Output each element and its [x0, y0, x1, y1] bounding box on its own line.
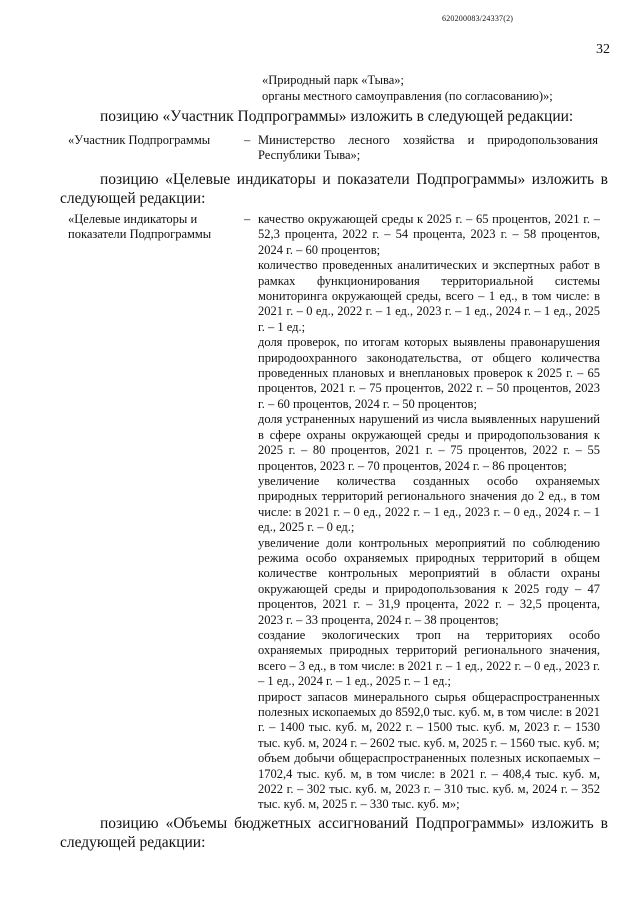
participant-value: Министерство лесного хозяйства и природопользования Республики Тыва»; [258, 133, 598, 163]
indicator-item: доля проверок, по итогам которых выявлены правонарушения природоохранного законодательства, от общего количества проведенных плановых и внеплановых проверок к 2025 г. – 65 процентов, 2021 г. – 75 процентов, 2022 г. – 50 процентов, 2023 г. – 60 процентов, 2024 г. – 50 процентов; [258, 335, 600, 411]
paragraph-budget: позицию «Объемы бюджетных ассигнований Подпрограммы» изложить в следующей редакции: [60, 815, 608, 851]
continuation-block [262, 72, 622, 104]
indicator-item: прирост запасов минерального сырья общераспространенных полезных ископаемых до 8592,0 тыс. куб. м, в том числе: в 2021 г. – 1400 тыс. куб. м, 2022 г. – 1500 тыс. куб. м, 2023 г. – 1530 тыс. куб. м, 2024 г. – 2602 тыс. куб. м, 2025 г. – 1560 тыс. куб. м; [258, 689, 600, 750]
indicator-item: доля устраненных нарушений из числа выявленных нарушений в сфере охраны окружающей среды и природопользования к 2025 г. – 80 процентов, 2021 г. – 75 процентов, 2022 г. – 55 процентов, 2023 г. – 70 процентов, 2024 г. – 86 процентов; [258, 412, 600, 473]
indicators-label-line: показатели Подпрограммы [68, 227, 212, 242]
participant-dash: – [244, 133, 251, 147]
indicator-item: качество окружающей среды к 2025 г. – 65 процентов, 2021 г. – 52,3 процента, 2022 г. – 54 процента, 2023 г. – 58 процентов, 2024 г. – 60 процентов; [258, 212, 600, 257]
paragraph-indicators: позицию «Целевые индикаторы и показатели Подпрограммы» изложить в следующей редакции: [60, 171, 608, 207]
indicators-label [68, 212, 211, 243]
continuation-line: «Природный парк «Тыва»; [262, 73, 404, 87]
indicator-item: количество проведенных аналитических и экспертных работ в рамках функционирования территориальной системы мониторинга окружающей среды, всего – 1 ед., в том числе: в 2021 г. – 0 ед., 2022 г. – 1 ед., 2023 г. – 1 ед., 2024 г. – 1 ед., 2025 г. – 1 ед.; [258, 258, 600, 334]
indicator-item: увеличение количества созданных особо охраняемых природных территорий регионального значения до 2 ед., в том числе: в 2021 г. – 0 ед., 2022 г. – 1 ед., 2023 г. – 0 ед., 2024 г. – 1 ед., 2025 г. – 0 ед.; [258, 473, 600, 535]
page-number: 32 [596, 42, 610, 57]
indicator-item: объем добычи общераспространенных полезных ископаемых – 1702,4 тыс. куб. м, в том числе: в 2021 г. – 408,4 тыс. куб. м, 2022 г. – 302 тыс. куб. м, 2023 г. – 310 тыс. куб. м, 2024 г. – 352 тыс. куб. м, 2025 г. – 330 тыс. куб. м»; [258, 751, 600, 812]
indicator-item: увеличение доли контрольных мероприятий по соблюдению режима особо охраняемых природных территорий в общем количестве контрольных мероприятий в области охраны окружающей среды и природопользования к 2025 году – 47 процентов, 2021 г. – 31,9 процента, 2022 г. – 32,5 процента, 2023 г. – 33 процента, 2024 г. – 38 процентов; [258, 535, 600, 627]
continuation-line: органы местного самоуправления (по согласованию)»; [262, 89, 553, 103]
indicators-dash: – [244, 212, 251, 226]
participant-label: «Участник Подпрограммы [68, 133, 211, 147]
indicators-label-line: «Целевые индикаторы и [68, 212, 198, 226]
document-id: 620200083/24337(2) [442, 14, 514, 23]
paragraph-participant: позицию «Участник Подпрограммы» изложить в следующей редакции: [100, 108, 574, 125]
indicators-list [258, 212, 600, 813]
indicator-item: создание экологических троп на территориях особо охраняемых природных территорий регионального значения, всего – 3 ед., в том числе: в 2021 г. – 1 ед., 2022 г. – 0 ед., 2023 г. – 1 ед., 2024 г. – 1 ед., 2025 г. – 1 ед.; [258, 627, 600, 689]
